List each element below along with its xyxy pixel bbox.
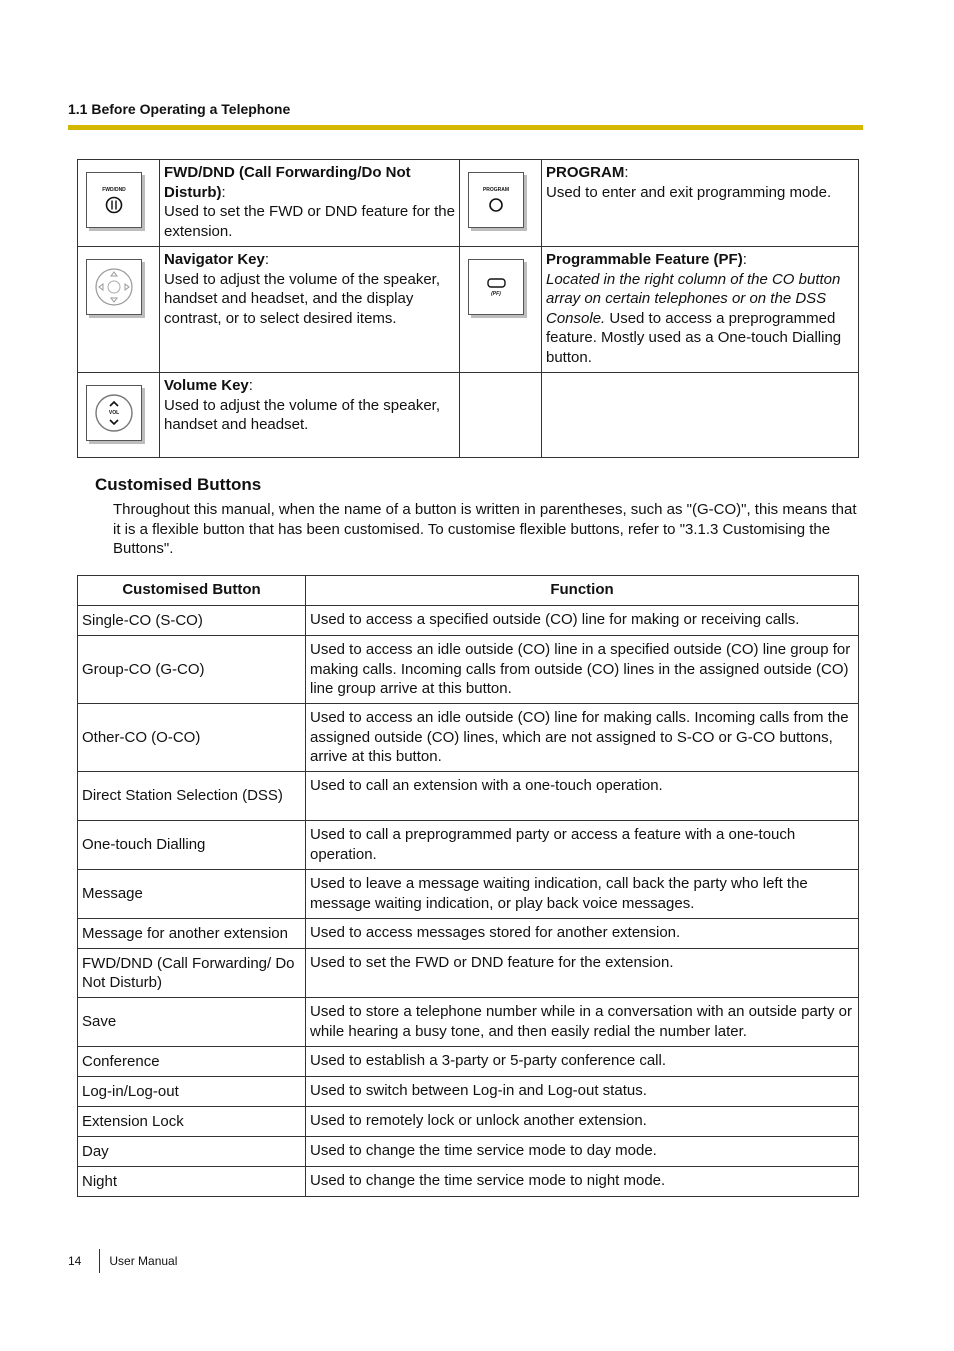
- page-footer: [68, 1249, 177, 1273]
- empty-cell: [460, 373, 542, 458]
- table-row: [78, 821, 859, 870]
- key-title-suffix: :: [264, 251, 270, 268]
- button-name-cell: FWD/DND (Call Forwarding/ Do Not Disturb): [78, 949, 306, 998]
- button-name-cell: One-touch Dialling: [78, 821, 306, 870]
- table-row: [78, 1077, 859, 1107]
- button-function-cell: Used to access a specified outside (CO) line for making or receiving calls.: [306, 606, 859, 636]
- footer-title: User Manual: [109, 1254, 178, 1268]
- column-header-button: Customised Button: [78, 576, 306, 606]
- page-number: 14: [68, 1254, 82, 1268]
- program-key-icon: [468, 172, 524, 228]
- button-name-cell: Message for another extension: [78, 919, 306, 949]
- button-name-cell: Conference: [78, 1047, 306, 1077]
- customised-buttons-intro: Throughout this manual, when the name of a button is written in parentheses, such as "(G-CO)", this means that it is a flexible button that has been customised. To customise flexible buttons, refer to "3.1.3 Customising the Buttons".: [113, 501, 857, 557]
- key-desc: Used to adjust the volume of the speaker, handset and headset.: [164, 396, 440, 433]
- header-rule: [68, 125, 863, 130]
- button-function-cell: Used to access an idle outside (CO) line in a specified outside (CO) line group for making calls. Incoming calls from outside (CO) lines in the assigned outside (CO) line group arrive at this button.: [306, 636, 859, 704]
- button-function-cell: Used to remotely lock or unlock another extension.: [306, 1107, 859, 1137]
- key-icon-cell: [78, 373, 160, 458]
- column-header-function: Function: [306, 576, 859, 606]
- volume-key-icon: [86, 385, 142, 441]
- customised-buttons-table: [77, 575, 859, 1197]
- pf-key-icon: [468, 259, 524, 315]
- volume-key-icon-label: VOL: [108, 410, 120, 416]
- button-function-cell: Used to switch between Log-in and Log-out status.: [306, 1077, 859, 1107]
- pf-key-icon-label: (PF): [491, 291, 501, 297]
- key-icon-cell: [460, 160, 542, 247]
- button-name-cell: Group-CO (G-CO): [78, 636, 306, 704]
- button-name-cell: Single-CO (S-CO): [78, 606, 306, 636]
- key-icon-cell: [460, 247, 542, 373]
- key-description: [160, 247, 460, 373]
- button-function-cell: Used to change the time service mode to night mode.: [306, 1167, 859, 1197]
- button-name-cell: Night: [78, 1167, 306, 1197]
- navigator-key-icon: [86, 259, 142, 315]
- table-row: [78, 636, 859, 704]
- table-row: [78, 772, 859, 821]
- key-desc: Used to set the FWD or DND feature for the extension.: [164, 203, 455, 240]
- button-function-cell: Used to leave a message waiting indication, call back the party who left the message waiting indication, or play back voice messages.: [306, 870, 859, 919]
- table-row: [78, 870, 859, 919]
- button-name-cell: Extension Lock: [78, 1107, 306, 1137]
- button-name-cell: Message: [78, 870, 306, 919]
- button-function-cell: Used to establish a 3-party or 5-party conference call.: [306, 1047, 859, 1077]
- table-row: [78, 1137, 859, 1167]
- button-function-cell: Used to set the FWD or DND feature for the extension.: [306, 949, 859, 998]
- key-title-suffix: :: [221, 183, 226, 201]
- key-description: [160, 373, 460, 458]
- button-function-cell: Used to access messages stored for another extension.: [306, 919, 859, 949]
- key-description: [542, 247, 859, 373]
- table-row: [78, 919, 859, 949]
- key-desc: Used to enter and exit programming mode.: [546, 183, 832, 201]
- table-row: [78, 949, 859, 998]
- button-function-cell: Used to store a telephone number while in a conversation with an outside party or while hearing a busy tone, and then easily redial the number later.: [306, 998, 859, 1047]
- key-title-suffix: :: [742, 251, 747, 268]
- button-name-cell: Direct Station Selection (DSS): [78, 772, 306, 821]
- button-function-cell: Used to call an extension with a one-touch operation.: [306, 772, 859, 821]
- key-description: [542, 160, 859, 247]
- button-name-cell: Save: [78, 998, 306, 1047]
- section-header: 1.1 Before Operating a Telephone: [68, 101, 291, 117]
- key-title: Navigator Key: [164, 251, 265, 268]
- fwd-dnd-key-icon-label: FWD/DND: [102, 187, 126, 193]
- key-title: Programmable Feature (PF): [546, 251, 743, 268]
- button-function-cell: Used to access an idle outside (CO) line for making calls. Incoming calls from the assigned outside (CO) lines, which are not assigned to S-CO or G-CO buttons, arrive at this button.: [306, 704, 859, 772]
- key-description: [160, 160, 460, 247]
- table-row: [78, 1167, 859, 1197]
- table-row: [78, 704, 859, 772]
- button-name-cell: Other-CO (O-CO): [78, 704, 306, 772]
- button-name-cell: Day: [78, 1137, 306, 1167]
- table-row: [78, 606, 859, 636]
- button-function-cell: Used to change the time service mode to day mode.: [306, 1137, 859, 1167]
- button-name-cell: Log-in/Log-out: [78, 1077, 306, 1107]
- key-title: PROGRAM: [546, 164, 625, 181]
- empty-cell: [542, 373, 859, 458]
- program-key-icon-label: PROGRAM: [482, 187, 510, 193]
- fwd-dnd-key-icon: [86, 172, 142, 228]
- key-desc: Used to access a preprogrammed feature. Mostly used as a One-touch Dialling button.: [546, 309, 842, 366]
- table-row: [78, 998, 859, 1047]
- key-title: FWD/DND (Call Forwarding/Do Not Disturb): [164, 164, 411, 201]
- key-desc: Used to adjust the volume of the speaker, handset and headset, and the display contrast, or to select desired items.: [164, 270, 440, 327]
- table-row: [78, 1047, 859, 1077]
- button-function-cell: Used to call a preprogrammed party or access a feature with a one-touch operation.: [306, 821, 859, 870]
- key-icon-cell: [78, 160, 160, 247]
- table-row: [78, 1107, 859, 1137]
- key-description-table: [77, 159, 859, 458]
- customised-buttons-heading: Customised Buttons: [95, 475, 262, 494]
- key-title-suffix: :: [624, 164, 629, 181]
- key-desc-italic: Located in the right column of the CO button array on certain telephones or on the DSS Console.: [546, 270, 841, 327]
- key-icon-cell: [78, 247, 160, 373]
- key-title-suffix: :: [248, 377, 253, 394]
- key-title: Volume Key: [164, 377, 249, 394]
